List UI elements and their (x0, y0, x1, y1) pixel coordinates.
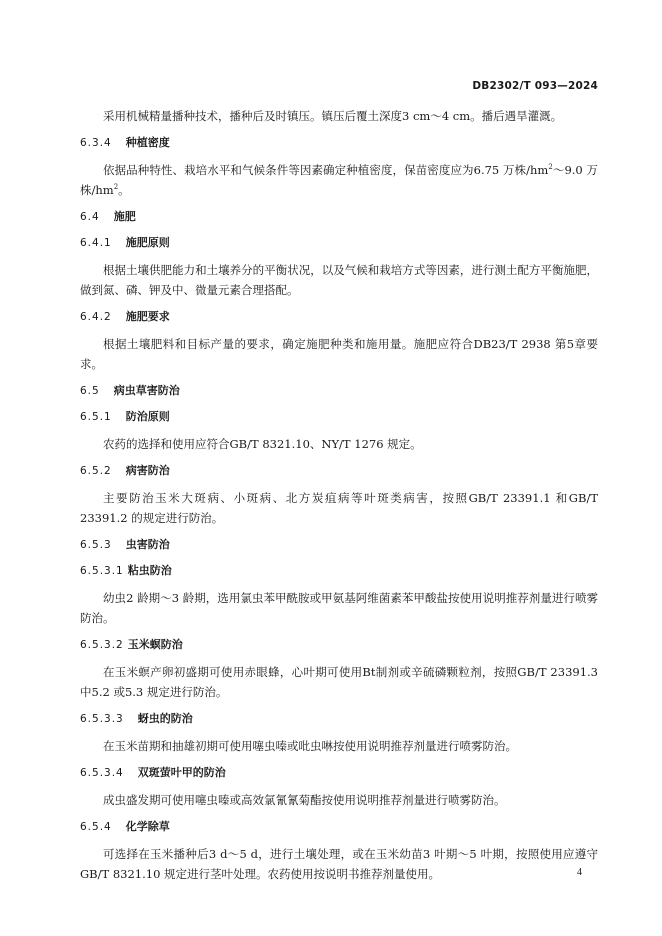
section-title: 双斑萤叶甲的防治 (137, 766, 226, 779)
section-number: 6.4.1 (80, 237, 112, 249)
section-heading-6-5-3-3 (80, 710, 598, 728)
section-number: 6.3.4 (80, 137, 112, 149)
paragraph-disease-control: 主要防治玉米大斑病、小斑病、北方炭疽病等叶斑类病害，按照GB/T 23391.1 和GB/T 23391.2 的规定进行防治。 (80, 491, 598, 525)
section-number: 6.5.3.3 (80, 713, 124, 725)
paragraph-planting-density: 依据品种特性、栽培水平和气候条件等因素确定种植密度，保苗密度应为6.75 万株$/hm^2\sim 9.0$ 万株$/hm^2$。 (80, 163, 598, 197)
section-number: 6.5.3.4 (80, 767, 124, 779)
section-heading-6-5-3-2 (80, 636, 598, 654)
paragraph-control-principle: 农药的选择和使用应符合GB/T 8321.10、NY/T 1276 规定。 (103, 437, 422, 451)
paragraph-leaf-beetle-control: 成虫盛发期可使用噻虫嗪或高效氯氰氰菊酯按使用说明推荐剂量进行喷雾防治。 (103, 793, 506, 807)
section-title: 病害防治 (125, 464, 170, 477)
section-title: 蚜虫的防治 (137, 712, 193, 725)
section-title: 施肥要求 (125, 310, 170, 323)
section-heading-6-3-4 (80, 134, 598, 152)
paragraph-armyworm-control: 幼虫2 龄期～3 龄期，选用氯虫苯甲酰胺或甲氨基阿维菌素苯甲酸盐按使用说明推荐剂量进行喷雾防治。 (80, 591, 598, 625)
page-number: 4 (577, 867, 582, 878)
section-title: 施肥 (113, 210, 136, 223)
section-number: 6.5.3 (80, 539, 112, 551)
document-body (80, 106, 598, 892)
section-number: 6.5.3.1 (80, 565, 124, 577)
section-heading-6-5 (80, 382, 598, 400)
section-number: 6.5.2 (80, 465, 112, 477)
section-heading-6-5-3 (80, 536, 598, 554)
section-title: 防治原则 (125, 410, 170, 423)
section-heading-6-5-3-4 (80, 764, 598, 782)
section-heading-6-5-1 (80, 408, 598, 426)
section-heading-6-5-4 (80, 818, 598, 836)
section-title: 玉米螟防治 (127, 638, 183, 651)
document-code: DB2302/T 093—2024 (472, 80, 598, 92)
section-number: 6.5.4 (80, 821, 112, 833)
section-title: 粘虫防治 (127, 564, 172, 577)
section-number: 6.5.3.2 (80, 639, 124, 651)
section-title: 虫害防治 (125, 538, 170, 551)
section-number: 6.5 (80, 385, 100, 397)
section-title: 化学除草 (125, 820, 170, 833)
section-heading-6-4 (80, 208, 598, 226)
section-heading-6-5-2 (80, 462, 598, 480)
paragraph-fertilization-principle: 根据土壤供肥能力和土壤养分的平衡状况，以及气候和栽培方式等因素，进行测土配方平衡施肥，做到氮、磷、钾及中、微量元素合理搭配。 (80, 263, 598, 297)
section-number: 6.4 (80, 211, 100, 223)
paragraph-sowing: 采用机械精量播种技术，播种后及时镇压。镇压后覆土深度3 cm～4 cm。播后遇旱灌溉。 (103, 109, 563, 123)
section-title: 施肥原则 (125, 236, 170, 249)
paragraph-corn-borer-control: 在玉米螟产卵初盛期可使用赤眼蜂，心叶期可使用Bt制剂或辛硫磷颗粒剂，按照GB/T 23391.3 中5.2 或5.3 规定进行防治。 (80, 665, 598, 699)
section-number: 6.5.1 (80, 411, 112, 423)
paragraph-aphid-control: 在玉米苗期和抽雄初期可使用噻虫嗪或吡虫啉按使用说明推荐剂量进行喷雾防治。 (103, 739, 517, 753)
section-heading-6-5-3-1 (80, 562, 598, 580)
section-title: 种植密度 (125, 136, 170, 149)
section-heading-6-4-2 (80, 308, 598, 326)
paragraph-chemical-weeding: 可选择在玉米播种后3 d～5 d，进行土壤处理，或在玉米幼苗3 叶期～5 叶期，按照使用应遵守GB/T 8321.10 规定进行茎叶处理。农药使用按说明书推荐剂量使用。 (80, 847, 598, 881)
section-heading-6-4-1 (80, 234, 598, 252)
section-number: 6.4.2 (80, 311, 112, 323)
section-title: 病虫草害防治 (113, 384, 180, 397)
paragraph-fertilization-requirement: 根据土壤肥料和目标产量的要求，确定施肥种类和施用量。施肥应符合DB23/T 2938 第5章要求。 (80, 337, 598, 371)
